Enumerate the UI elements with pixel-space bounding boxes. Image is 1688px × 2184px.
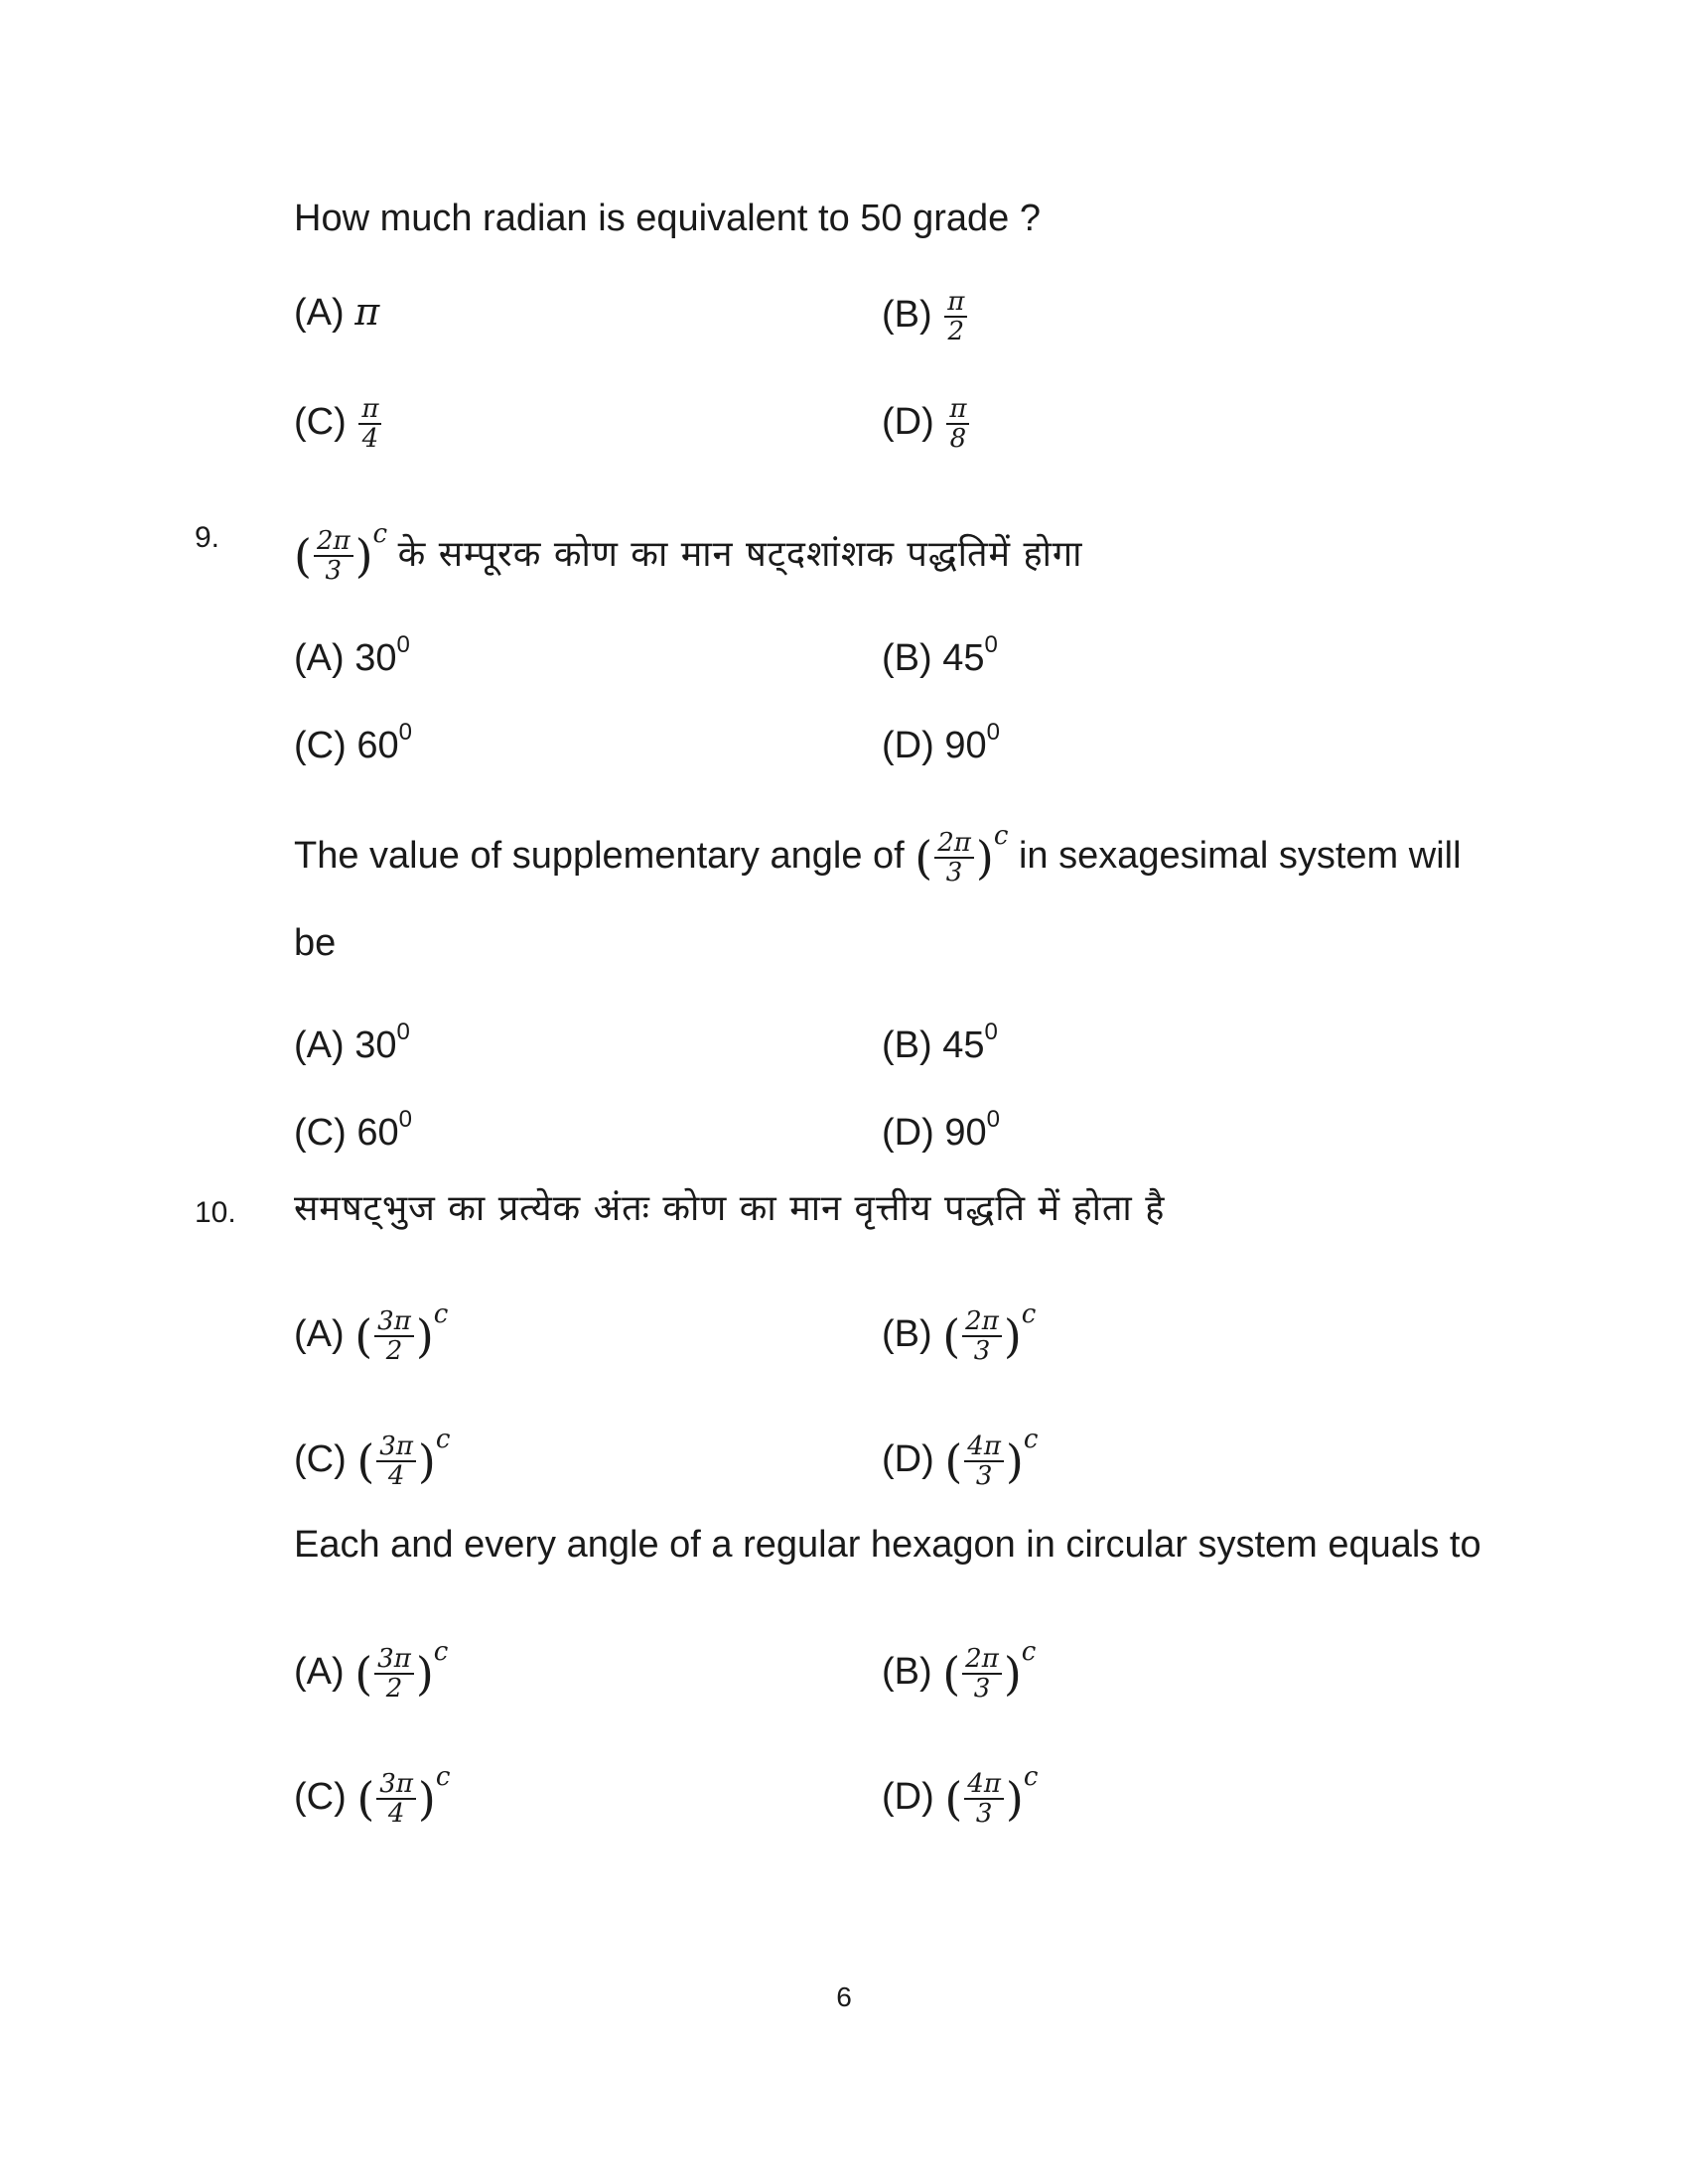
q9-number: 9. xyxy=(195,521,220,554)
q8-option-c xyxy=(294,395,383,453)
fraction: $\frac{2\pi}{3}$ xyxy=(314,527,353,585)
q9-question-hi-text: के सम्पूरक कोण का मान षट्दशांशक पद्धतिमें होगा xyxy=(397,534,1083,575)
q8-option-d xyxy=(882,395,971,453)
q8-question-en: How much radian is equivalent to 50 grade ? xyxy=(294,198,1042,239)
q10-number: 10. xyxy=(195,1196,236,1229)
q10-question-en: Each and every angle of a regular hexagon in circular system equals to xyxy=(294,1524,1481,1566)
q10-hi-option-d: (D) ( $\frac{4\pi}{3}$ )$^c$ xyxy=(882,1425,1039,1491)
q9-en-option-a: (A) $30^0$ xyxy=(294,1019,410,1066)
option-label: (B) xyxy=(882,294,932,337)
q10-question-hi: समषट्भुज का प्रत्येक अंतः कोण का मान वृत्तीय पद्धति में होता है xyxy=(294,1188,1166,1229)
q10-hi-option-a: (A) ( $\frac{3\pi}{2}$ )$^c$ xyxy=(294,1299,449,1366)
q8-option-a xyxy=(294,288,379,337)
q9-hi-option-b: (B) $45^0$ xyxy=(882,631,998,679)
q9-hi-option-c: (C) $60^0$ xyxy=(294,719,412,766)
q10-en-option-d: (D) ( $\frac{4\pi}{3}$ )$^c$ xyxy=(882,1762,1039,1829)
q9-en-option-c: (C) $60^0$ xyxy=(294,1106,412,1154)
q9-question-en-cont: be xyxy=(294,922,337,964)
fraction: $\frac{2\pi}{3}$ xyxy=(934,829,974,887)
option-label: (D) xyxy=(882,401,934,444)
q9-question-hi: ( $\frac{2\pi}{3}$ )$^c$ के सम्पूरक कोण का मान षट्दशांशक पद्धतिमें होगा xyxy=(294,519,1083,586)
q9-hi-option-a: (A) $30^0$ xyxy=(294,631,410,679)
q9-hi-option-d: (D) $90^0$ xyxy=(882,719,1000,766)
option-label: (C) xyxy=(294,401,347,444)
q8-option-b xyxy=(882,288,969,345)
q10-en-option-c: (C) ( $\frac{3\pi}{4}$ )$^c$ xyxy=(294,1762,451,1829)
q10-en-option-a: (A) ( $\frac{3\pi}{2}$ )$^c$ xyxy=(294,1637,449,1704)
q10-en-option-b: (B) ( $\frac{2\pi}{3}$ )$^c$ xyxy=(882,1637,1037,1704)
fraction: $\frac{\pi}{4}$ xyxy=(358,395,381,453)
q9-question-en: The value of supplementary angle of ( $\frac{2\pi}{3}$ )$^c$ in sexagesimal system will xyxy=(294,821,1462,887)
q9-en-option-d: (D) $90^0$ xyxy=(882,1106,1000,1154)
page-number: 6 xyxy=(836,1981,852,2012)
q9-en-option-b: (B) $45^0$ xyxy=(882,1019,998,1066)
fraction: $\frac{\pi}{8}$ xyxy=(946,395,969,453)
q10-hi-option-c: (C) ( $\frac{3\pi}{4}$ )$^c$ xyxy=(294,1425,451,1491)
option-label: (A) xyxy=(294,292,345,334)
option-value: π xyxy=(354,290,380,334)
fraction: $\frac{\pi}{2}$ xyxy=(944,288,967,345)
q10-hi-option-b: (B) ( $\frac{2\pi}{3}$ )$^c$ xyxy=(882,1299,1037,1366)
